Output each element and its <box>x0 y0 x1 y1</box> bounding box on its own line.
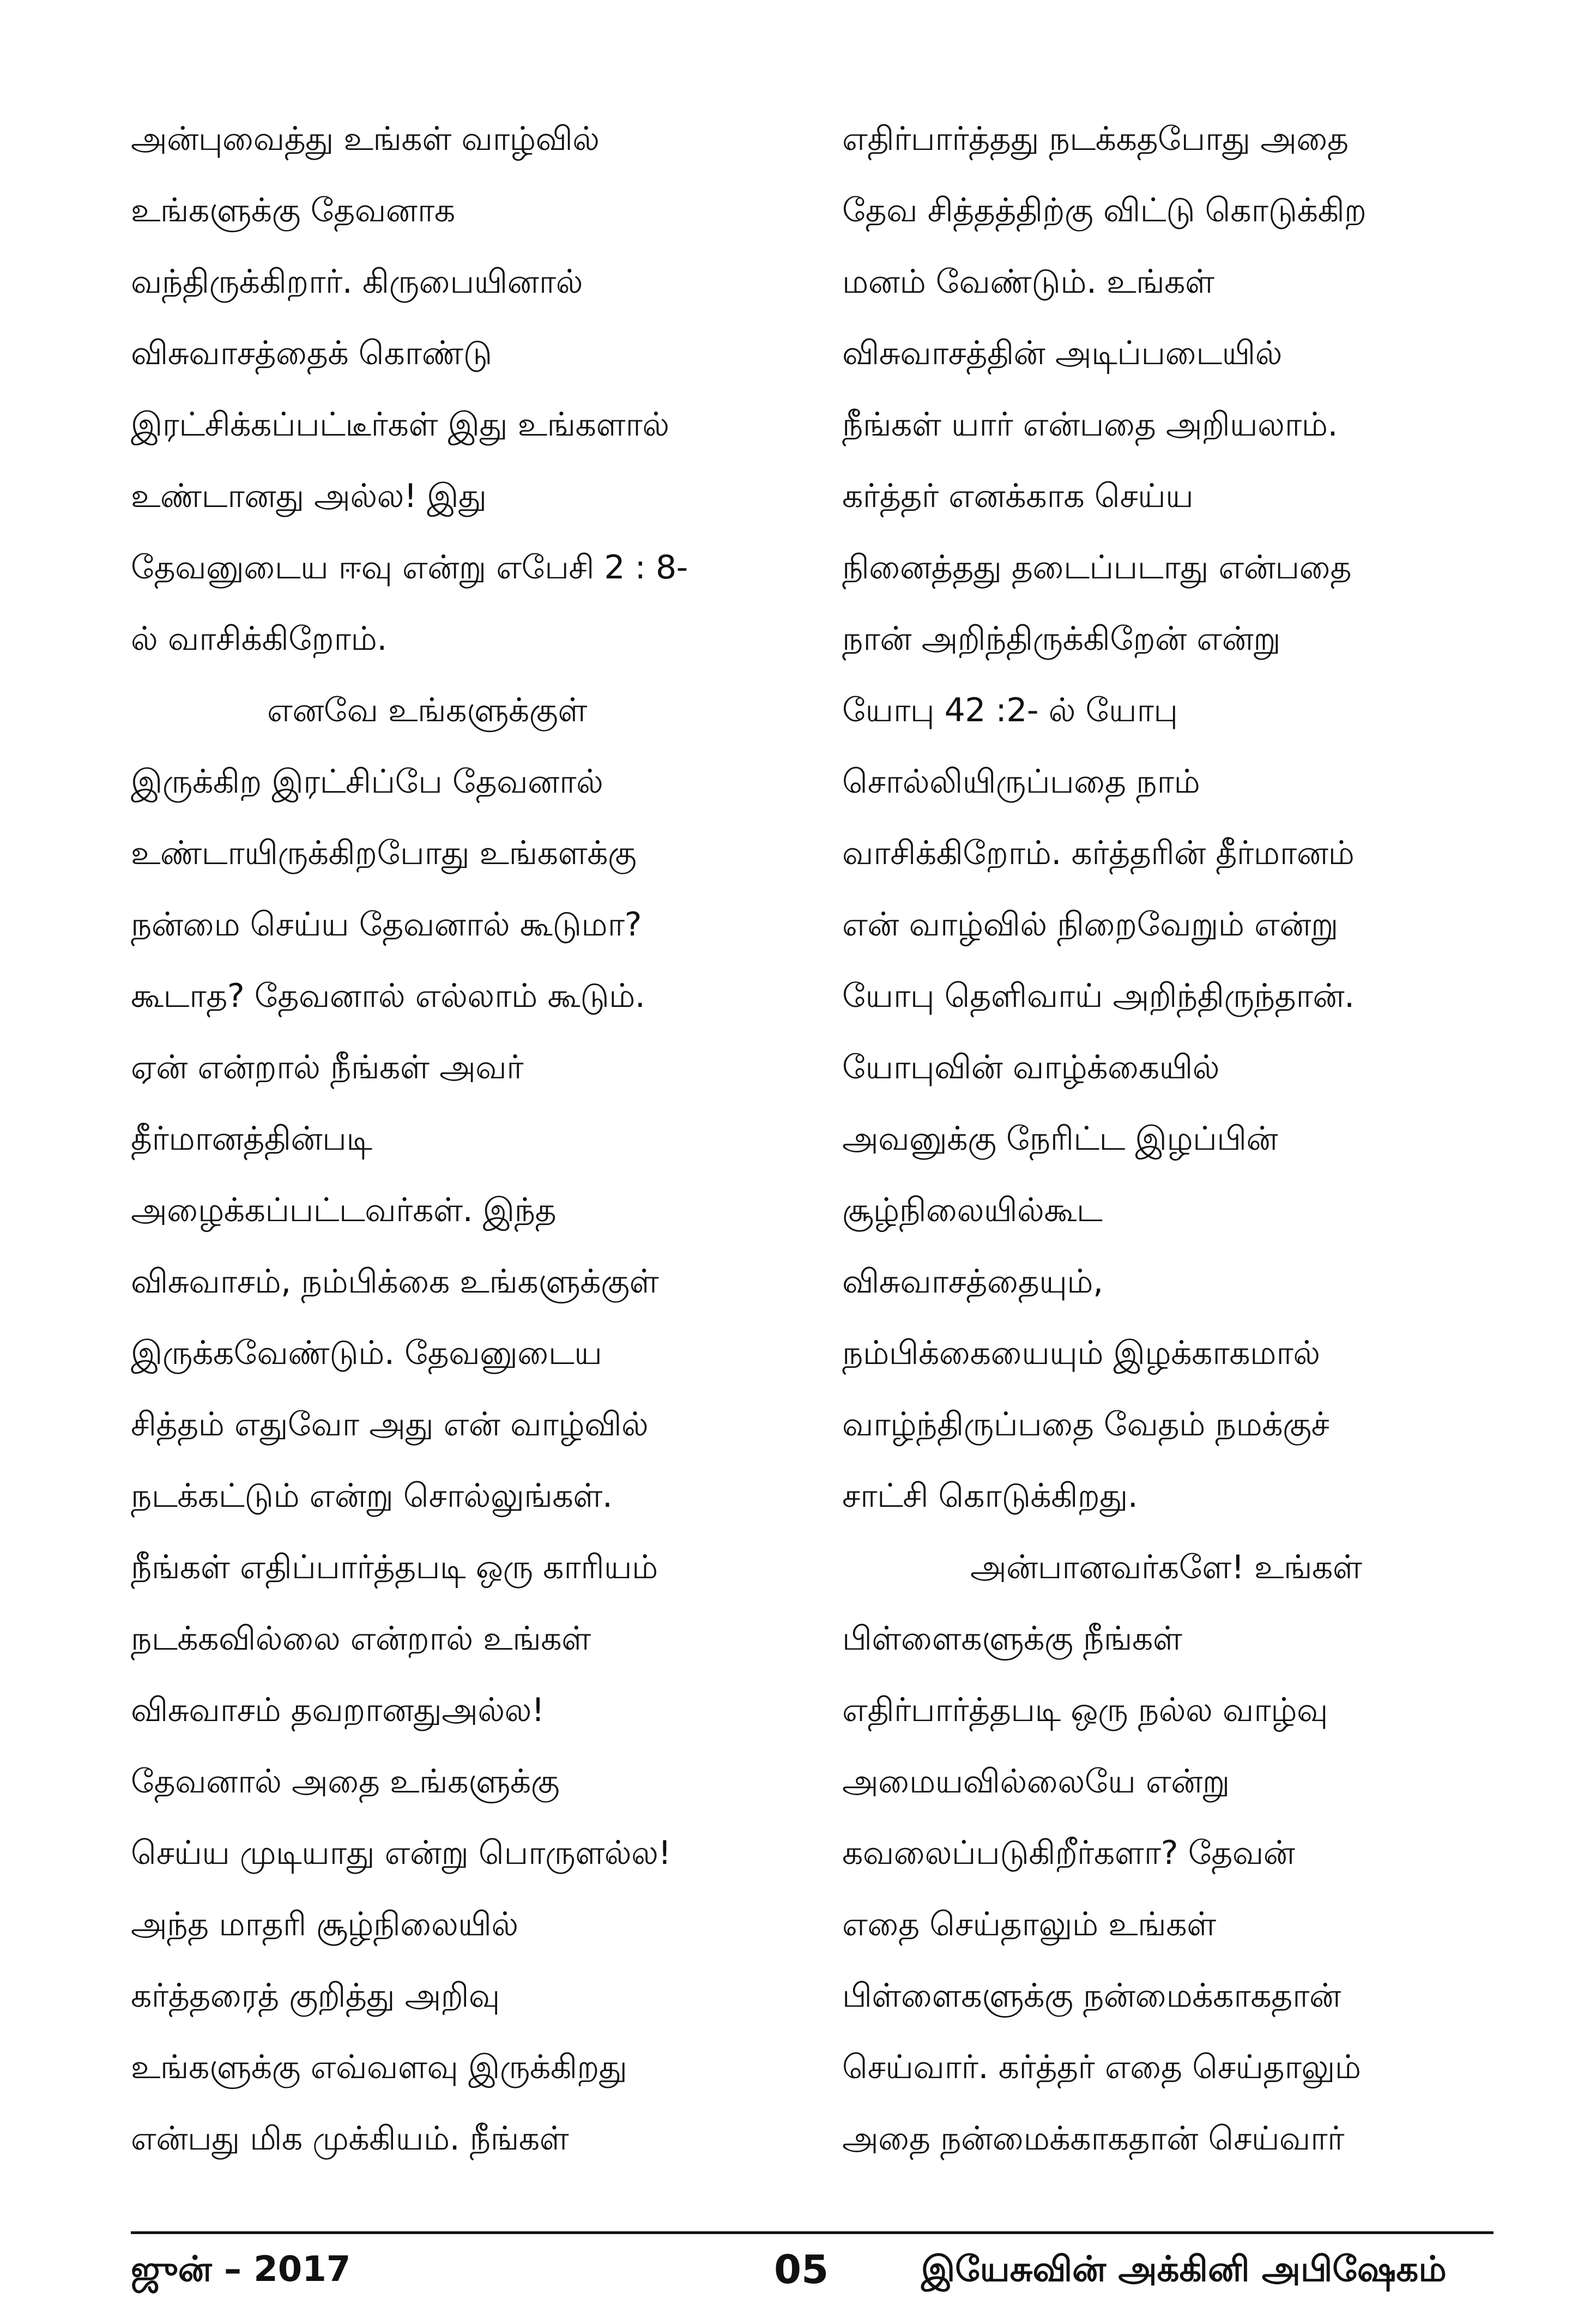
text-line: சித்தம் எதுவோ அது என் வாழ்வில் <box>131 1405 649 1444</box>
text-line: நடக்கட்டும் என்று சொல்லுங்கள். <box>131 1477 613 1515</box>
text-line: இருக்கிற இரட்சிப்பே தேவனால் <box>131 763 603 801</box>
text-line: உங்களுக்கு தேவனாக <box>131 191 455 230</box>
text-line: சாட்சி கொடுக்கிறது. <box>842 1477 1138 1515</box>
text-line: மனம் வேண்டும். உங்கள் <box>842 263 1214 301</box>
publication-title: இயேசுவின் அக்கினி அபிஷேகம் <box>921 2249 1447 2290</box>
text-line: சூழ்நிலையில்கூட <box>842 1191 1103 1229</box>
text-line: விசுவாசம், நம்பிக்கை உங்களுக்குள் <box>131 1263 659 1301</box>
paragraph-start-line: அன்பானவர்களே! உங்கள் <box>970 1548 1362 1586</box>
footer-divider <box>131 2231 1494 2234</box>
text-line: கர்த்தர் எனக்காக செய்ய <box>842 477 1194 515</box>
text-line: தேவ சித்தத்திற்கு விட்டு கொடுக்கிற <box>842 191 1367 230</box>
text-line: நான் அறிந்திருக்கிறேன் என்று <box>842 620 1281 658</box>
text-line: நினைத்தது தடைப்படாது என்பதை <box>842 548 1352 587</box>
text-line: அழைக்கப்பட்டவர்கள். இந்த <box>131 1191 557 1229</box>
text-line: எதிர்பார்த்தது நடக்கதபோது அதை <box>842 120 1349 158</box>
text-line: நீங்கள் எதிப்பார்த்தபடி ஒரு காரியம் <box>131 1548 658 1586</box>
text-line: விசுவாசத்தைக் கொண்டு <box>131 334 492 372</box>
text-line: யோபு 42 :2- ல் யோபு <box>842 691 1178 729</box>
text-line: அந்த மாதரி சூழ்நிலையில் <box>131 1905 518 1943</box>
text-line: கூடாத? தேவனால் எல்லாம் கூடும். <box>131 977 645 1015</box>
text-line: கவலைப்படுகிறீர்களா? தேவன் <box>842 1834 1295 1872</box>
text-line: விசுவாசத்தின் அடிப்படையில் <box>842 334 1283 372</box>
text-line: யோபு தெளிவாய் அறிந்திருந்தான். <box>842 977 1355 1015</box>
text-line: உங்களுக்கு எவ்வளவு இருக்கிறது <box>131 2048 627 2086</box>
text-line: கர்த்தரைத் குறித்து அறிவு <box>131 1977 500 2015</box>
text-line: யோபுவின் வாழ்க்கையில் <box>842 1048 1220 1086</box>
text-line: வாசிக்கிறோம். கர்த்தரின் தீர்மானம் <box>842 834 1355 872</box>
text-line: நீங்கள் யார் என்பதை அறியலாம். <box>842 406 1338 444</box>
right-text-column <box>842 104 1496 2175</box>
text-line: என் வாழ்வில் நிறைவேறும் என்று <box>842 906 1338 944</box>
text-line: அவனுக்கு நேரிட்ட இழப்பின் <box>842 1120 1278 1158</box>
text-line: பிள்ளைகளுக்கு நீங்கள் <box>842 1620 1182 1658</box>
text-line: உண்டானது அல்ல! இது <box>131 477 487 515</box>
text-line: விசுவாசம் தவறானதுஅல்ல! <box>131 1691 545 1729</box>
text-line: வந்திருக்கிறார். கிருபையினால் <box>131 263 583 301</box>
text-line: இரட்சிக்கப்பட்டீர்கள் இது உங்களால் <box>131 406 669 444</box>
text-line: எதை செய்தாலும் உங்கள் <box>842 1905 1216 1943</box>
paragraph-start-line: எனவே உங்களுக்குள் <box>267 691 587 729</box>
issue-date: ஜுன் – 2017 <box>131 2249 351 2290</box>
left-text-column <box>131 104 823 2175</box>
text-line: வாழ்ந்திருப்பதை வேதம் நமக்குச் <box>842 1405 1329 1444</box>
text-line: என்பது மிக முக்கியம். நீங்கள் <box>131 2120 569 2158</box>
text-line: உண்டாயிருக்கிறபோது உங்களக்கு <box>131 834 637 872</box>
text-line: நன்மை செய்ய தேவனால் கூடுமா? <box>131 906 642 944</box>
text-line: நம்பிக்கையையும் இழக்காகமால் <box>842 1334 1320 1372</box>
text-line: இருக்கவேண்டும். தேவனுடைய <box>131 1334 602 1372</box>
text-line: அதை நன்மைக்காகதான் செய்வார் <box>842 2120 1345 2158</box>
text-line: அன்புவைத்து உங்கள் வாழ்வில் <box>131 120 600 158</box>
text-line: செய்வார். கர்த்தர் எதை செய்தாலும் <box>842 2048 1361 2086</box>
text-line: அமையவில்லையே என்று <box>842 1762 1230 1801</box>
text-line: செய்ய முடியாது என்று பொருளல்ல! <box>131 1834 671 1872</box>
text-line: தேவனால் அதை உங்களுக்கு <box>131 1762 560 1801</box>
text-line: ஏன் என்றால் நீங்கள் அவர் <box>131 1048 524 1086</box>
page-number: 05 <box>774 2247 829 2292</box>
text-line: விசுவாசத்தையும், <box>842 1263 1103 1301</box>
text-line: தேவனுடைய ஈவு என்று எபேசி 2 : 8- <box>131 548 688 587</box>
text-line: தீர்மானத்தின்படி <box>131 1120 372 1158</box>
text-line: பிள்ளைகளுக்கு நன்மைக்காகதான் <box>842 1977 1341 2015</box>
text-line: சொல்லியிருப்பதை நாம் <box>842 763 1200 801</box>
text-line: நடக்கவில்லை என்றால் உங்கள் <box>131 1620 591 1658</box>
text-line: எதிர்பார்த்தபடி ஒரு நல்ல வாழ்வு <box>842 1691 1328 1729</box>
text-line: ல் வாசிக்கிறோம். <box>131 620 387 658</box>
